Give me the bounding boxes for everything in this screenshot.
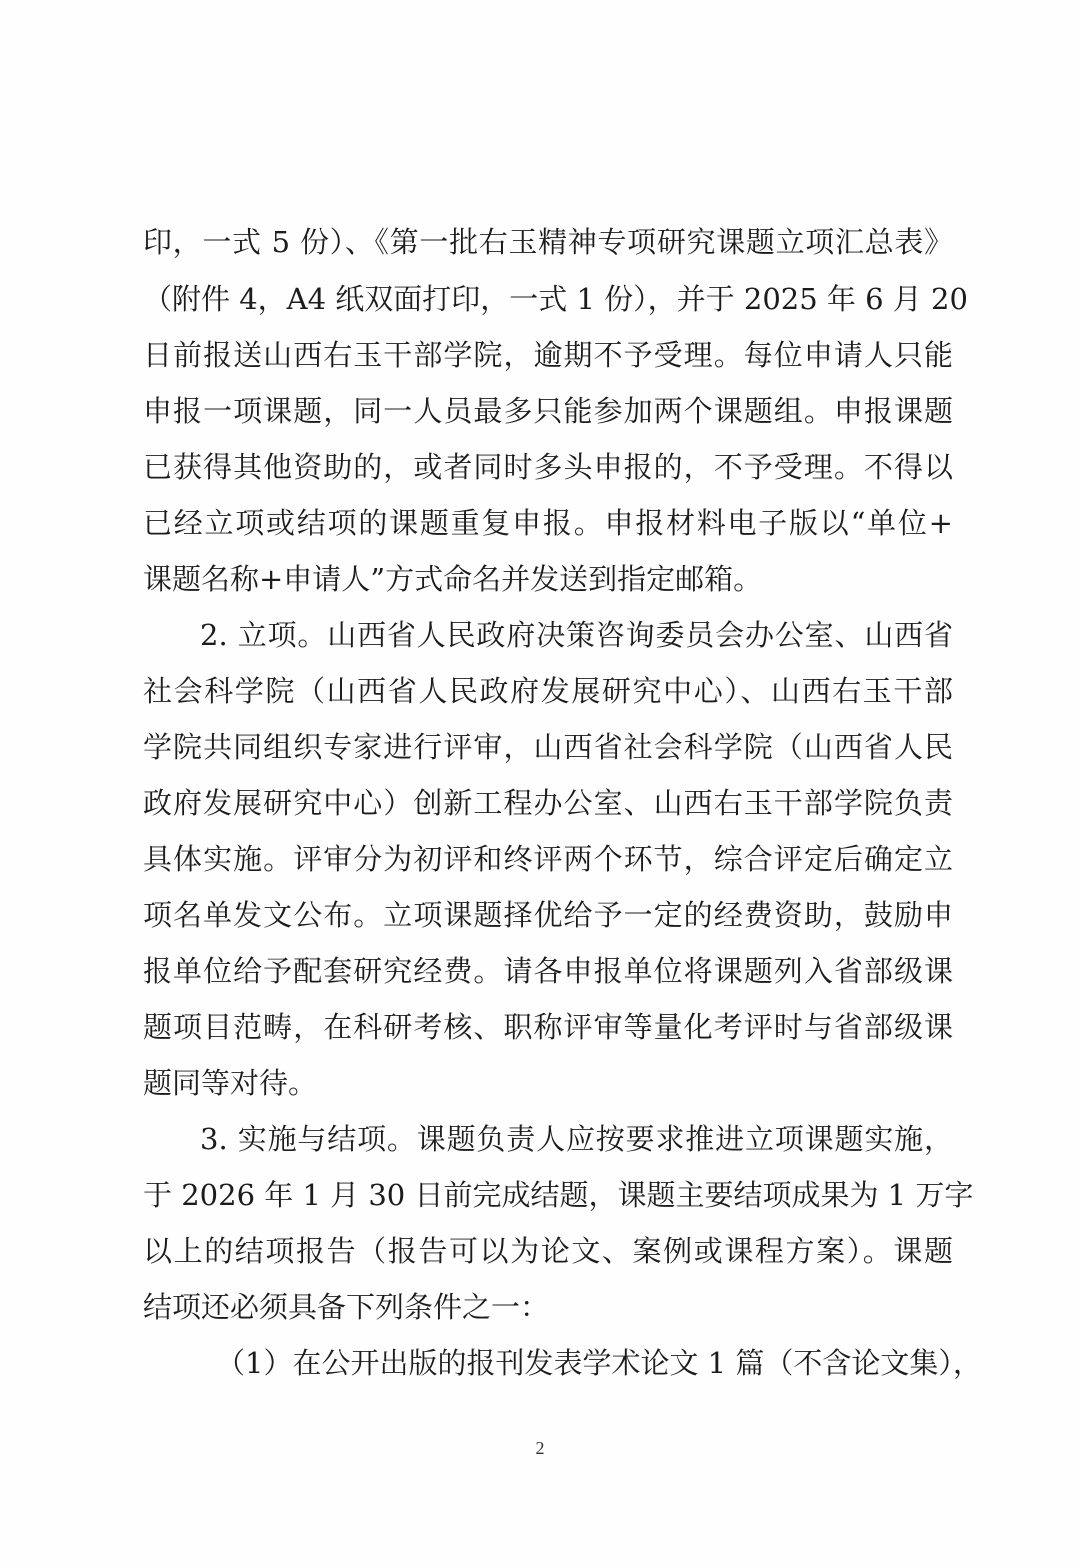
text-line: 报单位给予配套研究经费。请各申报单位将课题列入省部级课 [143, 954, 953, 988]
page-number: 2 [535, 1438, 545, 1458]
text-line: 社会科学院（山西省人民政府发展研究中心）、山西右玉干部 [143, 674, 953, 708]
list-item-line: （1）在公开出版的报刊发表学术论文 1 篇（不含论文集）， [216, 1346, 982, 1380]
text-line: 已获得其他资助的，或者同时多头申报的，不予受理。不得以 [143, 450, 953, 484]
text-line: 课题名称+申请人”方式命名并发送到指定邮箱。 [143, 562, 763, 596]
section-heading-line: 3. 实施与结项。课题负责人应按要求推进立项课题实施， [200, 1122, 953, 1156]
text-line: 具体实施。评审分为初评和终评两个环节，综合评定后确定立 [143, 842, 953, 876]
text-line: 项名单发文公布。立项课题择优给予一定的经费资助，鼓励申 [143, 898, 953, 932]
text-line: 学院共同组织专家进行评审，山西省社会科学院（山西省人民 [143, 730, 953, 764]
text-line: （附件 4，A4 纸双面打印，一式 1 份），并于 2025 年 6 月 20 [143, 282, 968, 316]
text-line: 题项目范畴，在科研考核、职称评审等量化考评时与省部级课 [143, 1010, 953, 1044]
text-line: 印，一式 5 份）、《第一批右玉精神专项研究课题立项汇总表》 [143, 225, 953, 259]
text-line: 申报一项课题，同一人员最多只能参加两个课题组。申报课题 [143, 394, 953, 428]
text-line: 政府发展研究中心）创新工程办公室、山西右玉干部学院负责 [143, 786, 953, 820]
text-line: 日前报送山西右玉干部学院，逾期不予受理。每位申请人只能 [143, 338, 953, 372]
text-line: 以上的结项报告（报告可以为论文、案例或课程方案）。课题 [143, 1234, 953, 1268]
text-line: 题同等对待。 [143, 1066, 318, 1100]
text-line: 结项还必须具备下列条件之一： [143, 1290, 550, 1324]
text-line: 于 2026 年 1 月 30 日前完成结题，课题主要结项成果为 1 万字 [143, 1178, 974, 1212]
text-line: 已经立项或结项的课题重复申报。申报材料电子版以“单位+ [143, 506, 953, 540]
section-heading-line: 2. 立项。山西省人民政府决策咨询委员会办公室、山西省 [200, 618, 953, 652]
